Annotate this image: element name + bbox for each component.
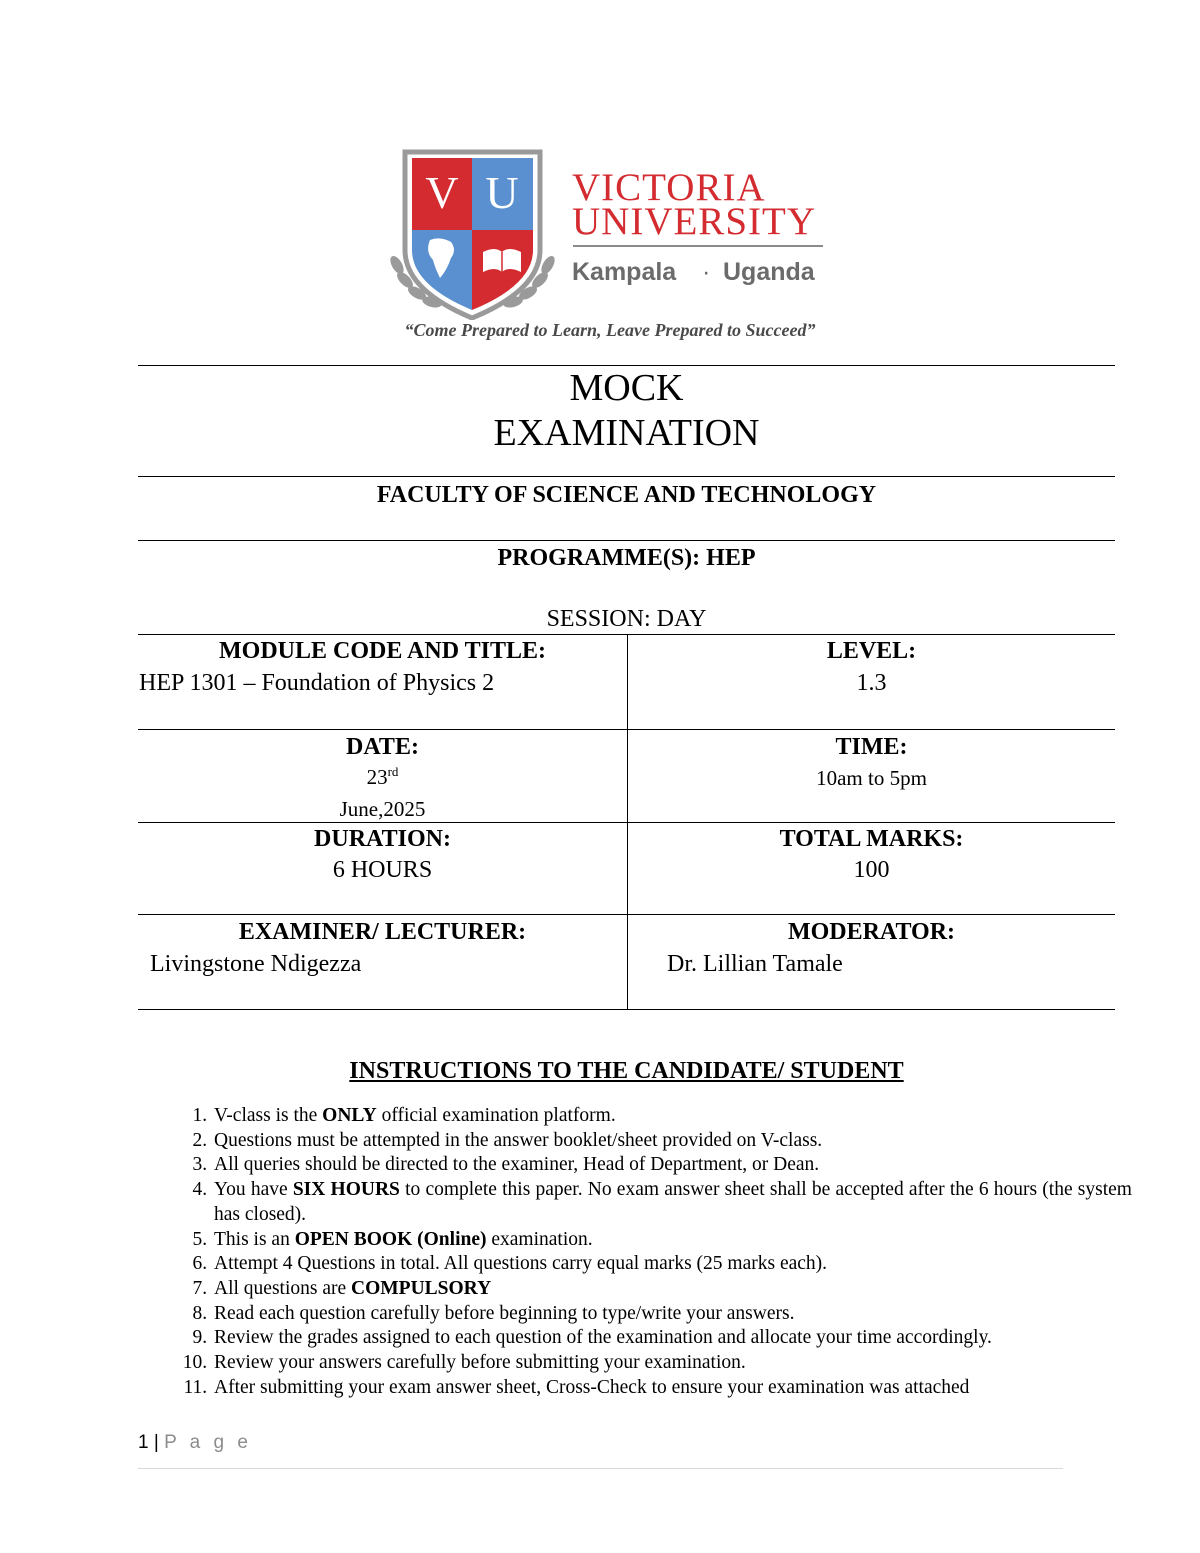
instructions-heading: INSTRUCTIONS TO THE CANDIDATE/ STUDENT (349, 1058, 904, 1084)
university-name-line1: VICTORIA (572, 166, 766, 209)
total-marks-label: TOTAL MARKS: (779, 826, 964, 852)
logo-motto: “Come Prepared to Learn, Leave Prepared to Succeed” (404, 320, 816, 340)
exam-title-line1: MOCK (569, 367, 684, 409)
instruction-item: 3. All queries should be directed to the examiner, Head of Department, or Dean. (212, 1153, 1132, 1178)
date-label: DATE: (346, 734, 419, 760)
duration-value: 6 HOURS (332, 857, 433, 883)
instruction-item: 4. You have SIX HOURS to complete this paper. No exam answer sheet shall be accepted after the 6 hours (the system has closed). (212, 1178, 1132, 1227)
instruction-item: 6. Attempt 4 Questions in total. All questions carry equal marks (25 marks each). (212, 1252, 1132, 1277)
programme: PROGRAMME(S): HEP (497, 545, 756, 571)
instruction-item: 11. After submitting your exam answer sheet, Cross-Check to ensure your examination was attached (212, 1376, 1132, 1401)
instruction-item: 7. All questions are COMPULSORY (212, 1277, 1132, 1302)
divider (138, 540, 1115, 541)
duration-label: DURATION: (314, 826, 451, 852)
instruction-item: 9. Review the grades assigned to each question of the examination and allocate your time accordingly. (212, 1326, 1132, 1351)
shield-letter-v: V (425, 167, 459, 218)
logo-separator: · (702, 258, 711, 286)
level-value: 1.3 (856, 670, 887, 696)
shield-emblem-icon (385, 140, 560, 320)
footer-divider (138, 1468, 1063, 1469)
instruction-item: 1. V-class is the ONLY official examination platform. (212, 1104, 1132, 1129)
instruction-item: 2. Questions must be attempted in the answer booklet/sheet provided on V-class. (212, 1129, 1132, 1154)
logo-divider (573, 245, 823, 247)
total-marks-value: 100 (853, 857, 890, 883)
moderator-value: Dr. Lillian Tamale (667, 951, 843, 977)
level-label: LEVEL: (826, 638, 917, 664)
module-label: MODULE CODE AND TITLE: (219, 638, 546, 664)
moderator-label: MODERATOR: (787, 919, 956, 945)
instruction-item: 8. Read each question carefully before beginning to type/write your answers. (212, 1302, 1132, 1327)
time-value: 10am to 5pm (816, 766, 927, 790)
exam-title-line2: EXAMINATION (493, 412, 760, 454)
shield-letter-u: U (485, 167, 519, 218)
instruction-item: 5. This is an OPEN BOOK (Online) examination. (212, 1228, 1132, 1253)
examiner-value: Livingstone Ndigezza (150, 951, 362, 977)
page-footer (138, 1432, 252, 1454)
logo-city: Kampala (572, 258, 677, 286)
page-word: P a g e (164, 1432, 252, 1453)
time-label: TIME: (835, 734, 908, 760)
logo-country: Uganda (723, 258, 815, 286)
page-number: 1 (138, 1432, 149, 1453)
divider (138, 476, 1115, 477)
date-rest: June,2025 (339, 797, 426, 821)
university-name-line2: UNIVERSITY (572, 200, 816, 243)
instruction-item: 10. Review your answers carefully before submitting your examination. (212, 1351, 1132, 1376)
date-day: 23rd (366, 764, 399, 789)
module-value: HEP 1301 – Foundation of Physics 2 (139, 670, 495, 696)
instructions-list (140, 1104, 1132, 1400)
university-logo (385, 140, 835, 350)
examiner-label: EXAMINER/ LECTURER: (238, 919, 527, 945)
footer-separator: | (153, 1432, 159, 1453)
session: SESSION: DAY (546, 606, 707, 632)
date-suffix: rd (387, 764, 399, 779)
faculty-name: FACULTY OF SCIENCE AND TECHNOLOGY (376, 482, 877, 508)
